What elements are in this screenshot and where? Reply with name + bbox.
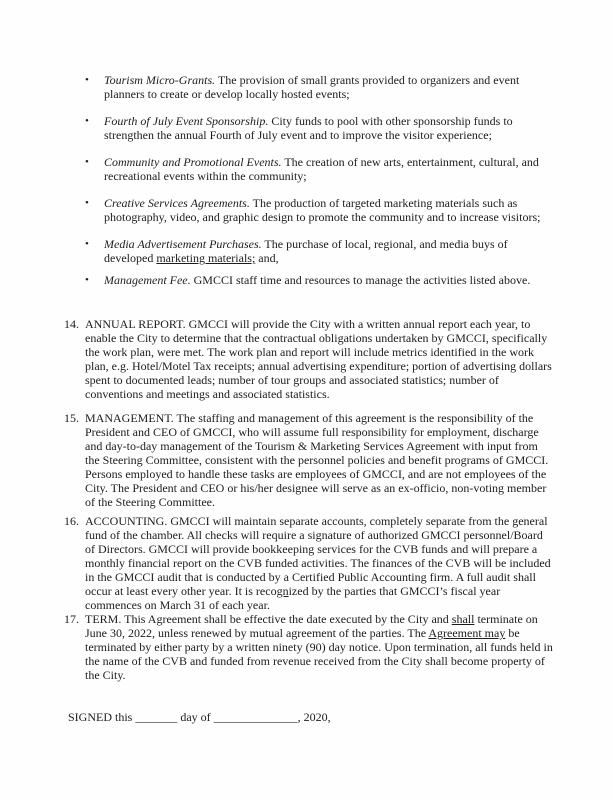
bullet-icon: •	[85, 115, 89, 127]
item-number: 14.	[64, 317, 79, 331]
item-number: 17.	[64, 612, 79, 626]
bullet-item-fourth-of-july	[64, 114, 555, 142]
bullet-text: Management Fee. GMCCI staff time and resources to manage the activities listed above.	[104, 273, 531, 287]
bullet-icon: •	[85, 238, 89, 250]
bullet-icon: •	[85, 156, 89, 168]
numbered-item-term	[64, 612, 555, 682]
bullet-text: Community and Promotional Events. The creation of new arts, entertainment, cultural, and recreational events within the community;	[104, 155, 539, 183]
item-text: MANAGEMENT. The staffing and management of this agreement is the responsibility of the President and CEO of GMCCI, who will assume full responsibility for employment, discharge and day-to-day management of the Tourism & Marketing Services Agreement with input from the Steering Committee, consistent with the personnel policies and benefit programs of GMCCI. Persons employed to handle these tasks are employees of GMCCI, and are not employees of the City. The President and CEO or his/her designee will serve as an ex-officio, non-voting member of the Steering Committee.	[85, 411, 549, 509]
bullet-text: Media Advertisement Purchases. The purchase of local, regional, and media buys of developed marketing materials; and,	[104, 237, 508, 265]
signature-line: SIGNED this _______ day of ______________, 2020,	[68, 710, 331, 724]
bullet-text: Creative Services Agreements. The production of targeted marketing materials such as photography, video, and graphic design to promote the community and to increase visitors;	[104, 196, 541, 224]
bullet-item-media-advertisement	[64, 237, 555, 265]
numbered-item-accounting	[64, 514, 555, 612]
bullet-item-management-fee	[64, 273, 555, 287]
item-number: 16.	[64, 514, 79, 528]
item-text: TERM. This Agreement shall be effective the date executed by the City and shall terminate on June 30, 2022, unless renewed by mutual agreement of the parties. The Agreement may be terminated by either party by a written ninety (90) day notice. Upon termination, all funds held in the name of the CVB and funded from revenue received from the City shall become property of the City.	[85, 612, 553, 682]
numbered-item-management	[64, 411, 555, 509]
bullet-text: Tourism Micro-Grants. The provision of small grants provided to organizers and event planners to create or develop locally hosted events;	[104, 73, 520, 101]
bullet-text: Fourth of July Event Sponsorship. City funds to pool with other sponsorship funds to strengthen the annual Fourth of July event and to improve the visitor experience;	[104, 114, 513, 142]
bullet-list	[64, 73, 555, 287]
bullet-icon: •	[85, 74, 89, 86]
item-text: ANNUAL REPORT. GMCCI will provide the City with a written annual report each year, to enable the City to determine that the contractual obligations undertaken by GMCCI, specifically the work plan, were met. The work plan and report will include metrics identified in the work plan, e.g. Hotel/Motel Tax receipts; annual advertising expenditure; portion of advertising dollars spent to documented leads; number of tour groups and associated statistics; number of conventions and meetings and associated statistics.	[85, 317, 552, 401]
item-number: 15.	[64, 411, 79, 425]
bullet-icon: •	[85, 197, 89, 209]
bullet-icon: •	[85, 274, 89, 286]
bullet-item-tourism-micro-grants	[64, 73, 555, 101]
bullet-item-creative-services	[64, 196, 555, 224]
numbered-list	[64, 317, 555, 682]
numbered-item-annual-report	[64, 317, 555, 401]
bullet-item-community-events	[64, 155, 555, 183]
item-text: ACCOUNTING. GMCCI will maintain separate accounts, completely separate from the general fund of the chamber. All checks will require a signature of authorized GMCCI personnel/Board of Directors. GMCCI will provide bookkeeping services for the CVB funds and will prepare a monthly financial report on the CVB funded activities. The finances of the CVB will be included in the GMCCI audit that is conducted by a Certified Public Accounting firm. A full audit shall occur at least every other year. It is recognized by the parties that GMCCI’s fiscal year commences on March 31 of each year.	[85, 514, 551, 612]
